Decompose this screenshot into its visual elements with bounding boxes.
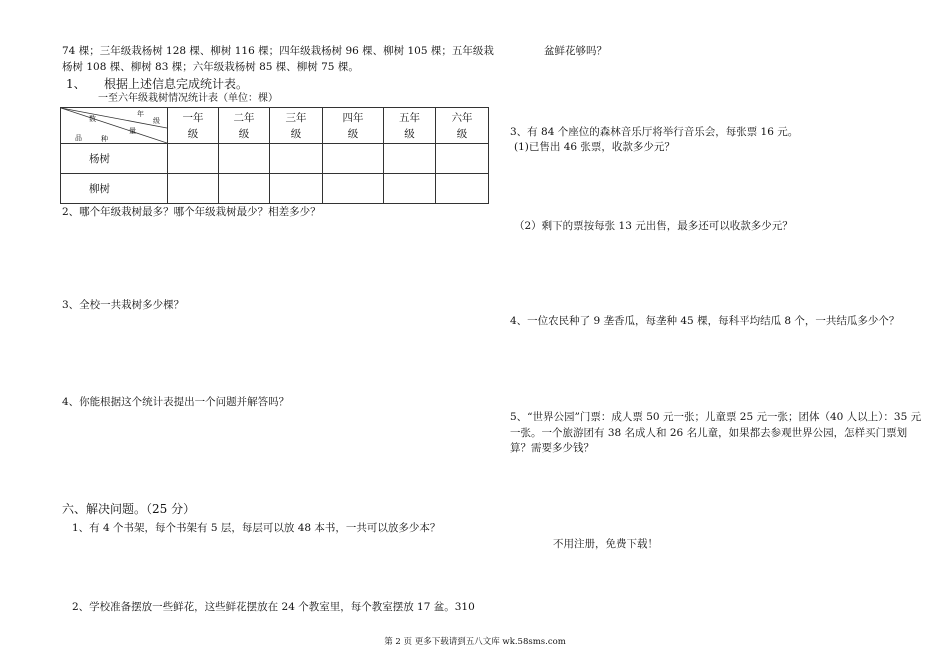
table-cell[interactable] (168, 174, 219, 204)
corner-label-shu: 数 (89, 115, 96, 123)
header-grade-4: 四年 级 (323, 108, 384, 144)
corner-label-liang: 量 (129, 127, 136, 135)
right-question-4: 4、一位农民种了 9 垄香瓜，每垄种 45 棵，每科平均结瓜 8 个，一共结瓜多少个？ (510, 315, 900, 327)
row-label-poplar: 杨树 (61, 144, 168, 174)
header-grade-3: 三年 级 (270, 108, 323, 144)
right-question-3: 3、有 84 个座位的森林音乐厅将举行音乐会，每张票 16 元。 (510, 126, 799, 138)
question-3: 3、全校一共栽树多少棵？ (62, 299, 185, 311)
question-1-text: 根据上述信息完成统计表。 (104, 77, 249, 91)
corner-label-zhong: 种 (101, 135, 108, 143)
header-grade-6: 六年 级 (436, 108, 489, 144)
table-row (61, 144, 489, 174)
table-title: 一至六年级栽树情况统计表（单位：棵） (98, 93, 278, 104)
right-question-3a: (1)已售出 46 张票，收款多少元？ (514, 141, 675, 153)
table-cell[interactable] (384, 174, 436, 204)
solve-question-1: 1、有 4 个书架，每个书架有 5 层，每层可以放 48 本书，一共可以放多少本？ (72, 522, 441, 534)
table-cell[interactable] (323, 144, 384, 174)
table-row (61, 174, 489, 204)
page-footer: 第 2 页 更多下载请到五八文库 wk.58sms.com (384, 637, 566, 647)
section-6-heading: 六、解决问题。（25 分） (62, 502, 196, 516)
table-cell[interactable] (384, 144, 436, 174)
question-2: 2、哪个年级栽树最多？哪个年级栽树最少？相差多少？ (62, 206, 321, 218)
header-grade-5: 五年 级 (384, 108, 436, 144)
corner-label-pin: 品 (75, 134, 82, 142)
intro-line-2: 杨树 108 棵、柳树 83 棵；六年级栽杨树 85 棵、柳树 75 棵。 (62, 61, 359, 73)
question-4: 4、你能根据这个统计表提出一个问题并解答吗？ (62, 396, 290, 408)
table-header-row (61, 108, 489, 144)
right-continuation: 盆鲜花够吗？ (544, 45, 607, 57)
intro-line-1: 74 棵；三年级栽杨树 128 棵、柳树 116 棵；四年级栽杨树 96 棵、柳树 105 棵；五年级栽 (62, 45, 494, 57)
header-grade-2: 二年 级 (219, 108, 270, 144)
corner-label-nian: 年 (137, 110, 144, 118)
statistics-table (60, 107, 489, 204)
row-label-willow: 柳树 (61, 174, 168, 204)
table-cell[interactable] (323, 174, 384, 204)
table-cell[interactable] (219, 144, 270, 174)
free-download-note: 不用注册，免费下载！ (553, 538, 658, 550)
table-corner-cell (61, 108, 168, 144)
solve-question-2: 2、学校准备摆放一些鲜花，这些鲜花摆放在 24 个教室里，每个教室摆放 17 盆。310 (72, 601, 475, 613)
table-cell[interactable] (270, 174, 323, 204)
table-cell[interactable] (436, 144, 489, 174)
right-question-5-line-2: 一张。一个旅游团有 38 名成人和 26 名儿童，如果都去参观世界公园，怎样买门票划 (510, 427, 908, 439)
header-grade-1: 一年 级 (168, 108, 219, 144)
right-question-5-line-1: 5、“世界公园”门票：成人票 50 元一张；儿童票 25 元一张；团体（40 人以上）：35 元 (510, 411, 922, 423)
question-1-number: 1、 (66, 77, 86, 91)
table-cell[interactable] (219, 174, 270, 204)
table-cell[interactable] (168, 144, 219, 174)
table-cell[interactable] (270, 144, 323, 174)
table-cell[interactable] (436, 174, 489, 204)
right-question-5-line-3: 算？需要多少钱？ (510, 442, 594, 454)
right-question-3b: （2）剩下的票按每张 13 元出售，最多还可以收款多少元？ (514, 220, 793, 232)
corner-label-ji: 级 (153, 117, 160, 125)
